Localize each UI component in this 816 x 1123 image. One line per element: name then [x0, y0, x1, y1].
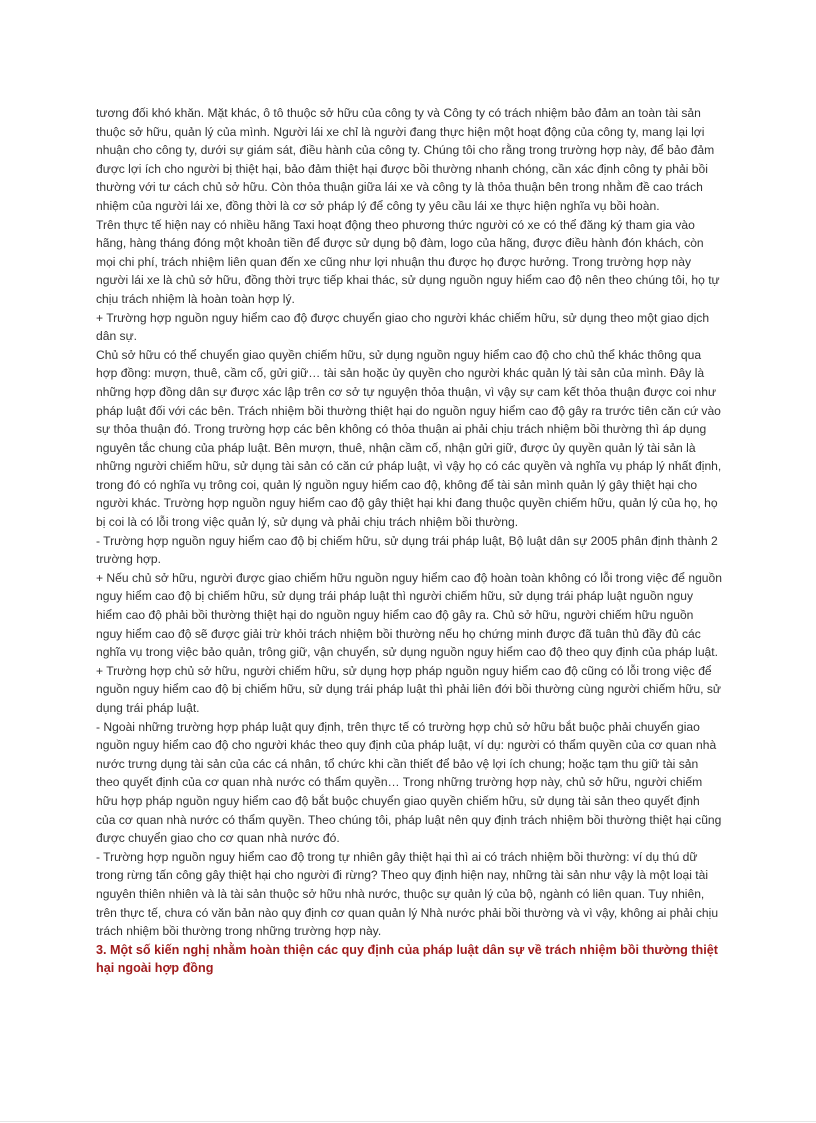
paragraph-owner-not-at-fault: + Nếu chủ sở hữu, người được giao chiếm hữu nguồn nguy hiểm cao độ hoàn toàn không có lỗi trong việc để nguồn nguy hiểm cao độ bị chiếm hữu, sử dụng trái pháp luật thì người chiếm hữu, sử dụng trái pháp luật nguồn nguy hiểm cao độ phải bồi thường thiệt hại do nguồn nguy hiểm cao độ gây ra. Chủ sở hữu, người chiếm hữu nguồn nguy hiểm cao độ sẽ được giải trừ khỏi trách nhiệm bồi thường nếu họ chứng minh được đã tuân thủ đầy đủ các nghĩa vụ trong việc bảo quản, trông giữ, vận chuyển, sử dụng nguồn nguy hiểm cao độ theo quy định của pháp luật.	[96, 570, 722, 660]
document-body	[96, 104, 722, 978]
paragraph-owner-transfer-contracts: Chủ sở hữu có thể chuyển giao quyền chiếm hữu, sử dụng nguồn nguy hiểm cao độ cho chủ thể khác thông qua hợp đồng: mượn, thuê, cầm cố, gửi giữ… tài sản hoặc ủy quyền cho người khác quản lý tài sản của mình. Đây là những hợp đồng dân sự được xác lập trên cơ sở tự nguyện thỏa thuận, vì vậy sự cam kết thỏa thuận được coi như pháp luật đối với các bên. Trách nhiệm bồi thường thiệt hại do nguồn nguy hiểm cao độ gây ra trước tiên căn cứ vào sự thỏa thuận đó. Trong trường hợp các bên không có thỏa thuận ai phải chịu trách nhiệm bồi thường thì áp dụng nguyên tắc chung của pháp luật. Bên mượn, thuê, nhận cầm cố, nhận gửi giữ, được ủy quyền quản lý tài sản là những người chiếm hữu, sử dụng tài sản có căn cứ pháp luật, vì vậy họ có các quyền và nghĩa vụ pháp lý nhất định, trong đó có nghĩa vụ trông coi, quản lý nguồn nguy hiểm cao độ, không để tài sản mình quản lý gây thiệt hại cho người khác. Trường hợp nguồn nguy hiểm cao độ gây thiệt hại khi đang thuộc quyền chiếm hữu, quản lý của họ, họ bị coi là có lỗi trong việc quản lý, sử dụng và phải chịu trách nhiệm bồi thường.	[96, 347, 722, 530]
paragraph-illegal-possession: - Trường hợp nguồn nguy hiểm cao độ bị chiếm hữu, sử dụng trái pháp luật, Bộ luật dân sự 2005 phân định thành 2 trường hợp.	[96, 533, 718, 567]
paragraph-company-liability: tương đối khó khăn. Mặt khác, ô tô thuộc sở hữu của công ty và Công ty có trách nhiệm bảo đảm an toàn tài sản thuộc sở hữu, quản lý của mình. Người lái xe chỉ là người đang thực hiện một hoạt động của công ty, mang lại lợi nhuận cho công ty, dưới sự giám sát, điều hành của công ty. Chúng tôi cho rằng trong trường hợp này, để bảo đảm được lợi ích cho người bị thiệt hại, bảo đảm thiệt hại được bồi thường nhanh chóng, cần xác định công ty phải bồi thường với tư cách chủ sở hữu. Còn thỏa thuận giữa lái xe và công ty là thỏa thuận bên trong nhằm đề cao trách nhiệm của người lái xe, đồng thời là cơ sở pháp lý để công ty yêu cầu lái xe thực hiện nghĩa vụ bồi hoàn.	[96, 106, 715, 213]
paragraph-owner-at-fault: + Trường hợp chủ sở hữu, người chiếm hữu, sử dụng hợp pháp nguồn nguy hiểm cao độ cũng có lỗi trong việc để nguồn nguy hiểm cao độ bị chiếm hữu, sử dụng trái pháp luật thì phải liên đới bồi thường cùng người chiếm hữu, sử dụng trái pháp luật.	[96, 663, 722, 715]
paragraph-transfer-civil-transaction: + Trường hợp nguồn nguy hiểm cao độ được chuyển giao cho người khác chiếm hữu, sử dụng theo một giao dịch dân sự.	[96, 310, 710, 344]
paragraph-natural-hazards: - Trường hợp nguồn nguy hiểm cao độ trong tự nhiên gây thiệt hại thì ai có trách nhiệm bồi thường: ví dụ thú dữ trong rừng tấn công gây thiệt hại cho người đi rừng? Theo quy định hiện nay, những tài sản như vậy là một loại tài nguyên thiên nhiên và là tài sản thuộc sở hữu nhà nước, thuộc sự quản lý của bộ, ngành có liên quan. Tuy nhiên, trên thực tế, chưa có văn bản nào quy định cơ quan quản lý Nhà nước phải bồi thường và vì vậy, không ai phải chịu trách nhiệm bồi thường trong những trường hợp này.	[96, 849, 719, 939]
paragraph-taxi-owners: Trên thực tế hiện nay có nhiều hãng Taxi hoạt động theo phương thức người có xe có thể đăng ký tham gia vào hãng, hàng tháng đóng một khoản tiền để được sử dụng bộ đàm, logo của hãng, được điều hành đón khách, còn mọi chi phí, trách nhiệm liên quan đến xe cũng như lợi nhuận thu được họ được hưởng. Trong trường hợp này người lái xe là chủ sở hữu, đồng thời trực tiếp khai thác, sử dụng nguồn nguy hiểm cao độ nên theo chúng tôi, họ tự chịu trách nhiệm là hoàn toàn hợp lý.	[96, 217, 720, 306]
page-bottom-divider	[0, 1121, 816, 1122]
section-heading: 3. Một số kiến nghị nhằm hoàn thiện các quy định của pháp luật dân sự về trách nhiệm bồi thường thiệt hại ngoài hợp đồng	[96, 942, 718, 976]
paragraph-mandatory-transfer: - Ngoài những trường hợp pháp luật quy định, trên thực tế có trường hợp chủ sở hữu bắt buộc phải chuyển giao nguồn nguy hiểm cao độ cho người khác theo quy định của pháp luật, ví dụ: người có thẩm quyền của cơ quan nhà nước trưng dụng tài sản của các cá nhân, tổ chức khi cần thiết để bảo vệ lợi ích chung; hoặc tạm thu giữ tài sản theo quyết định của cơ quan nhà nước có thẩm quyền… Trong những trường hợp này, chủ sở hữu, người chiếm hữu hợp pháp nguồn nguy hiểm cao độ bắt buộc chuyển giao quyền chiếm hữu, sử dụng tài sản theo quyết định của cơ quan nhà nước có thẩm quyền. Theo chúng tôi, pháp luật nên quy định trách nhiệm bồi thường thiệt hại cũng được chuyển giao cho cơ quan nhà nước đó.	[96, 719, 722, 846]
